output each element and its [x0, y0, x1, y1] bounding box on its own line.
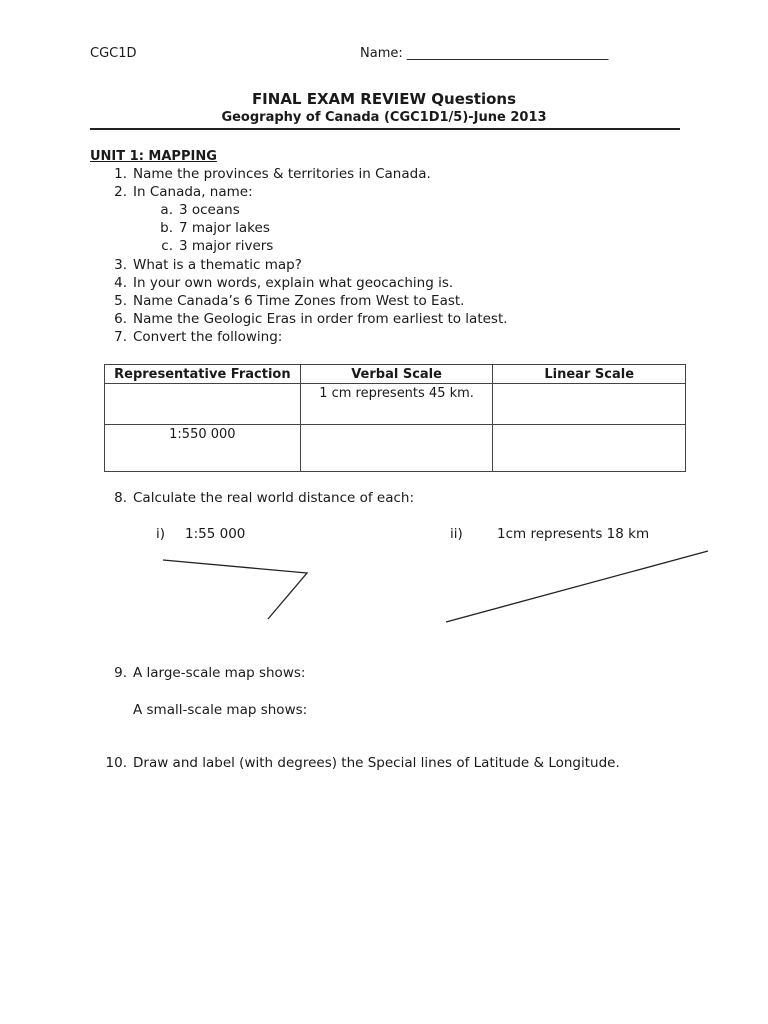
column-header: Verbal Scale — [300, 365, 493, 384]
question-number: 8. — [114, 490, 127, 506]
name-field-label: Name: _______________________________ — [360, 46, 609, 61]
table-cell: 1 cm represents 45 km. — [300, 384, 493, 425]
question-text: Name the Geologic Eras in order from earliest to latest. — [133, 311, 508, 327]
table-cell: 1:550 000 — [105, 425, 301, 472]
question-text: Calculate the real world distance of each: — [133, 490, 415, 506]
question-number: 10. — [105, 755, 127, 771]
question-text: Name Canada’s 6 Time Zones from West to East. — [133, 293, 465, 309]
course-code: CGC1D — [90, 46, 137, 61]
question-number: 1. — [114, 166, 127, 182]
question-9-part-2: A small-scale map shows: — [133, 702, 308, 718]
question-number: 2. — [114, 184, 127, 200]
page-subtitle: Geography of Canada (CGC1D1/5)-June 2013 — [221, 110, 547, 125]
sub-text: 3 oceans — [179, 202, 240, 218]
sub-letter: c. — [161, 238, 173, 254]
question-text: Convert the following: — [133, 329, 283, 345]
question-number: 5. — [114, 293, 127, 309]
question-9 — [105, 665, 305, 681]
question-text: Name the provinces & territories in Canada. — [133, 166, 431, 182]
sub-letter: a. — [160, 202, 173, 218]
question-number: 7. — [114, 329, 127, 345]
q8-part-i-scale: 1:55 000 — [185, 526, 246, 542]
unit-heading: UNIT 1: MAPPING — [90, 149, 217, 164]
sub-text: 7 major lakes — [179, 220, 270, 236]
q8-part-i-label: i) — [156, 526, 166, 542]
measure-line-ii — [446, 551, 708, 622]
question-number: 6. — [114, 311, 127, 327]
question-text: In your own words, explain what geocaching is. — [133, 275, 454, 291]
question-text: What is a thematic map? — [133, 257, 302, 273]
q8-part-ii-label: ii) — [450, 526, 463, 542]
question-number: 9. — [114, 665, 127, 681]
column-header: Linear Scale — [493, 365, 686, 384]
question-number: 4. — [114, 275, 127, 291]
sub-letter: b. — [160, 220, 173, 236]
page-title: FINAL EXAM REVIEW Questions — [251, 90, 517, 108]
q8-part-ii-scale: 1cm represents 18 km — [497, 526, 650, 542]
question-number: 3. — [114, 257, 127, 273]
measure-line-i — [163, 560, 307, 619]
column-header: Representative Fraction — [105, 365, 301, 384]
question-text: A large-scale map shows: — [133, 665, 306, 681]
question-text: Draw and label (with degrees) the Special lines of Latitude & Longitude. — [133, 755, 620, 771]
question-10 — [105, 755, 620, 771]
sub-text: 3 major rivers — [179, 238, 274, 254]
question-text: In Canada, name: — [133, 184, 253, 200]
